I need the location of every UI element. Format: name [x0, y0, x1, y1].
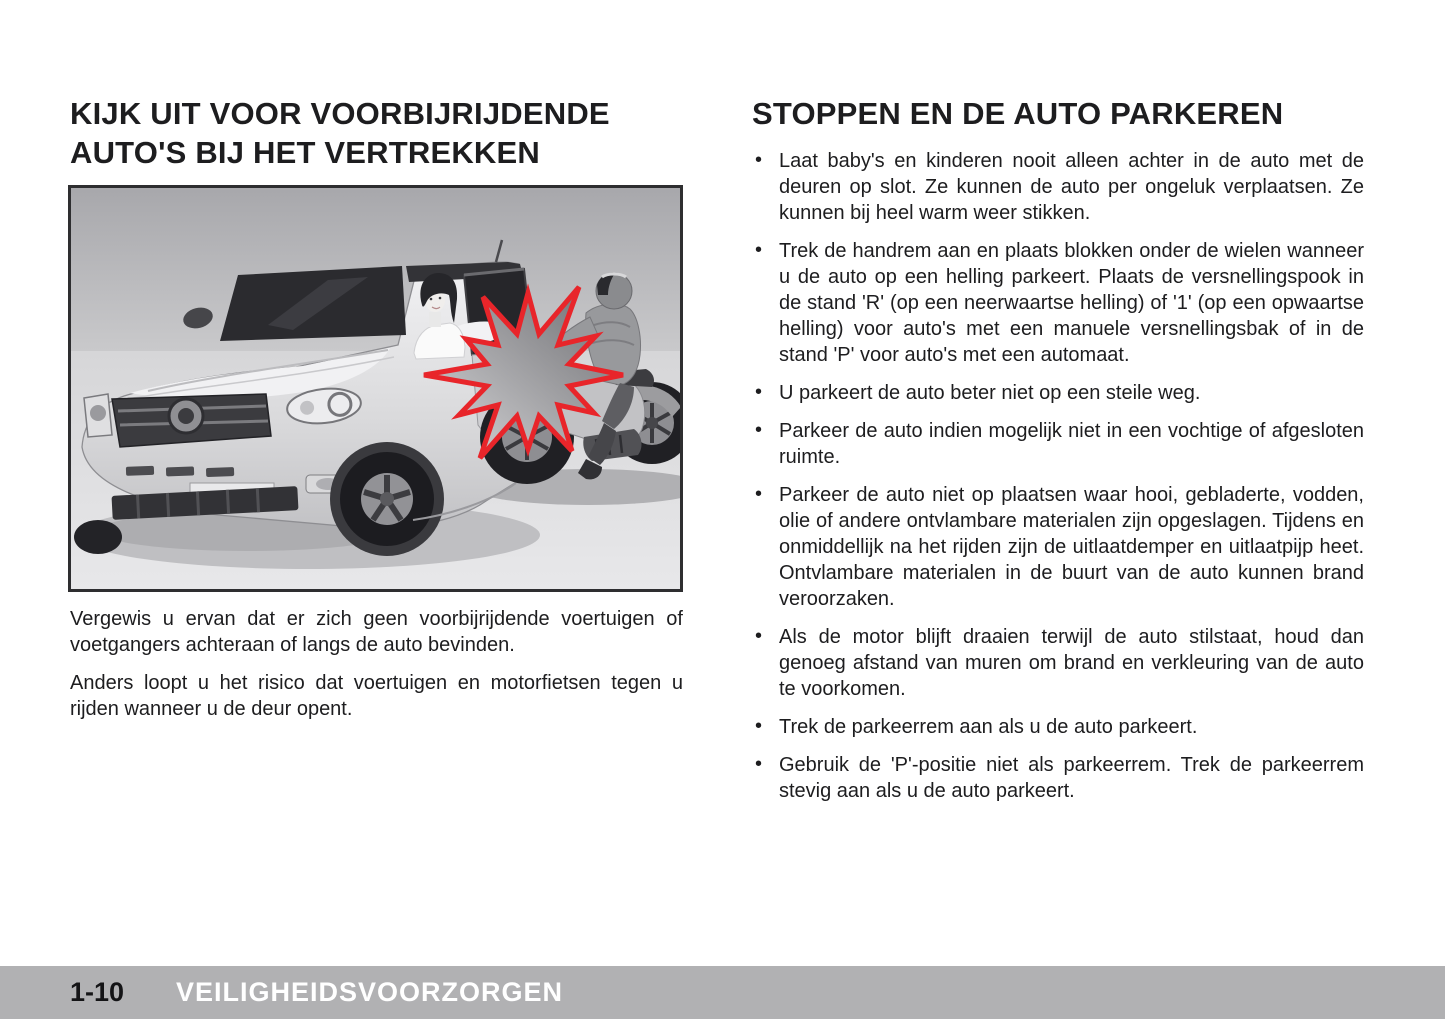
left-section-heading: KIJK UIT VOOR VOORBIJRIJDENDE AUTO'S BIJ HET VERTREKKEN	[70, 96, 610, 170]
bullet-icon: •	[755, 149, 763, 171]
bullet-icon: •	[755, 483, 763, 505]
bullet-icon: •	[755, 715, 763, 737]
bullet-text: Parkeer de auto indien mogelijk niet in een vochtige of afgesloten ruimte.	[779, 420, 1364, 468]
collision-illustration	[68, 185, 683, 592]
bullet-text: Trek de handrem aan en plaats blokken onder de wielen wanneer u de auto op een helling parkeert. Plaats de versnellingspook in de stand 'R' (op een neerwaartse helling) of '1' (op een opwaartse helling) voor auto's met een manuele versnellingsbak of in de stand 'P' voor auto's met een automaat.	[779, 240, 1364, 366]
footer-section-title: VEILIGHEIDSVOORZORGEN	[176, 977, 564, 1007]
bullet-item	[752, 482, 1364, 612]
bullet-icon: •	[755, 381, 763, 403]
bullet-item	[752, 624, 1364, 702]
bullet-text: Gebruik de 'P'-positie niet als parkeerrem. Trek de parkeerrem stevig aan als u de auto parkeert.	[779, 754, 1364, 802]
body-paragraph: Anders loopt u het risico dat voertuigen en motorfietsen tegen u rijden wanneer u de deur opent.	[70, 672, 683, 720]
parking-warning-list	[752, 148, 1364, 804]
footer-bar	[0, 966, 1445, 1019]
bullet-icon: •	[755, 419, 763, 441]
bullet-item	[752, 238, 1364, 368]
bullet-icon: •	[755, 239, 763, 261]
bullet-item	[752, 418, 1364, 470]
bullet-item	[752, 380, 1364, 406]
right-column	[752, 94, 1364, 816]
bullet-text: Laat baby's en kinderen nooit alleen achter in de auto met de deuren op slot. Ze kunnen de auto per ongeluk verplaatsen. Ze kunnen bij heel warm weer stikken.	[779, 150, 1364, 224]
right-section-heading: STOPPEN EN DE AUTO PARKEREN	[752, 96, 1284, 131]
bullet-text: Parkeer de auto niet op plaatsen waar hooi, gebladerte, vodden, olie of andere ontvlambare materialen zijn opgeslagen. Tijdens en onmiddellijk na het rijden zijn de uitlaatdemper en uitlaatpijp heet. Ontvlambare materialen in de buurt van de auto kunnen brand veroorzaken.	[779, 484, 1364, 610]
bullet-item	[752, 714, 1364, 740]
bullet-item	[752, 148, 1364, 226]
page-number: 1-10	[70, 977, 125, 1007]
bullet-text: Als de motor blijft draaien terwijl de auto stilstaat, houd dan genoeg afstand van muren om brand en verkleuring van de auto te voorkomen.	[779, 626, 1364, 700]
figure-frame	[68, 185, 683, 592]
body-paragraph: Vergewis u ervan dat er zich geen voorbijrijdende voertuigen of voetgangers achteraan of langs de auto bevinden.	[70, 608, 683, 656]
bullet-icon: •	[755, 753, 763, 775]
bullet-item	[752, 752, 1364, 804]
left-text-block	[70, 606, 683, 734]
bullet-text: U parkeert de auto beter niet op een steile weg.	[779, 382, 1201, 404]
bullet-text: Trek de parkeerrem aan als u de auto parkeert.	[779, 716, 1198, 738]
bullet-icon: •	[755, 625, 763, 647]
